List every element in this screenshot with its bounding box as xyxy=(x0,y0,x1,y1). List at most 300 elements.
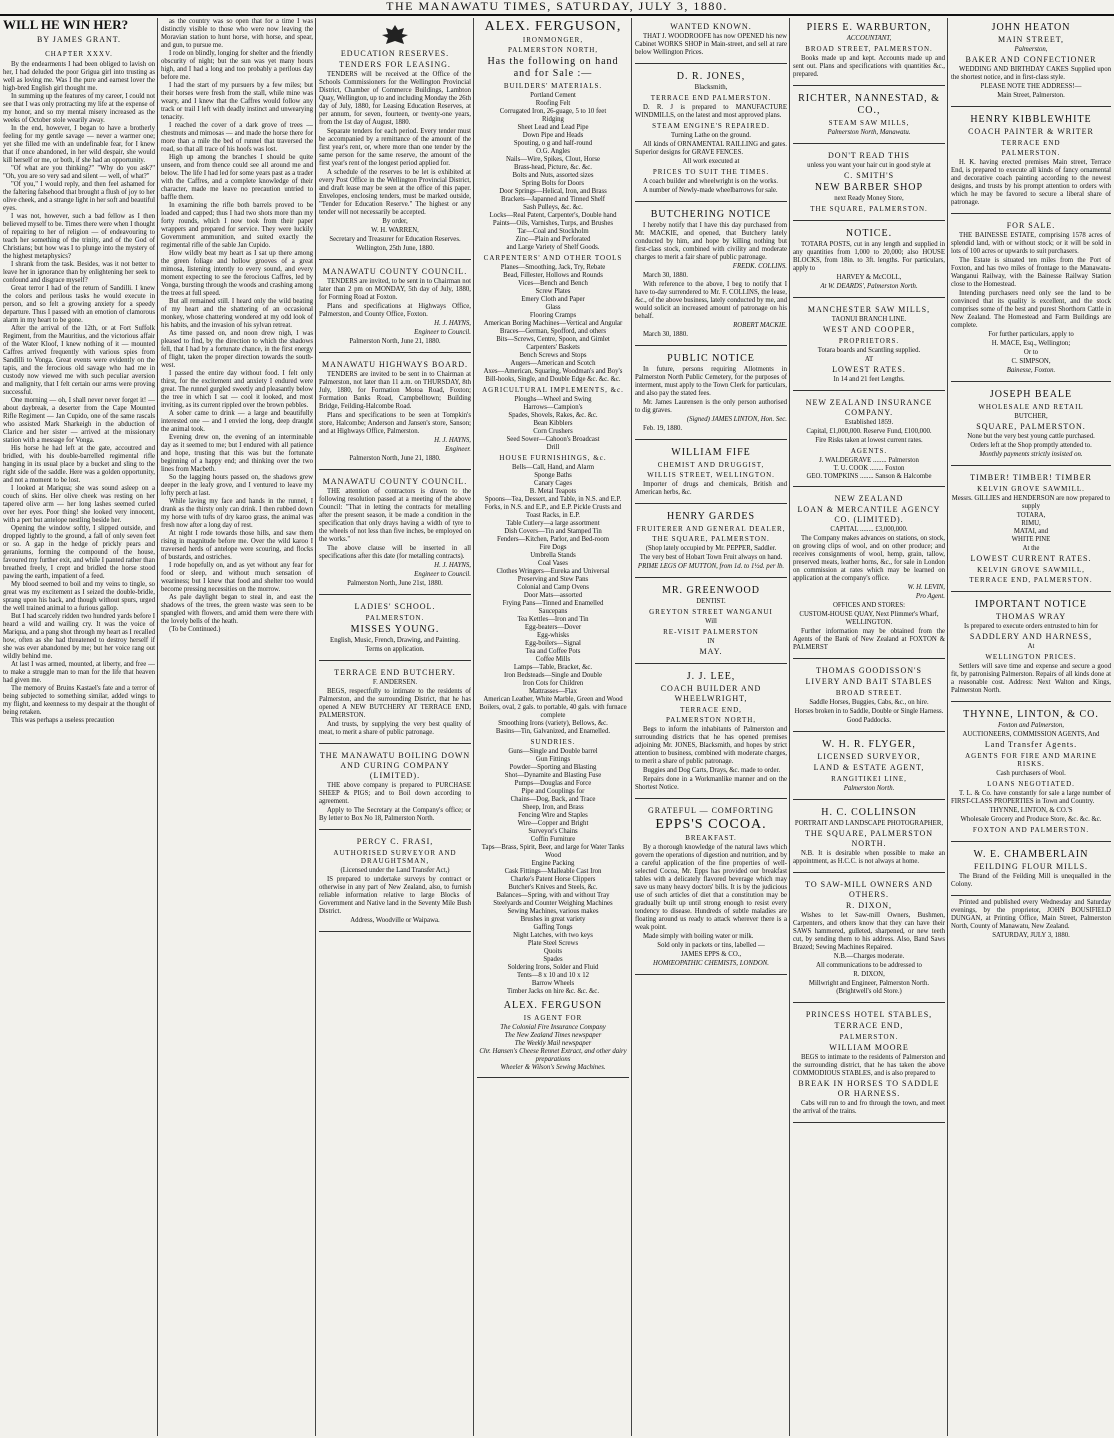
ad-place: next Ready Money Store, xyxy=(834,195,904,202)
list-item: Dish Covers—Tin and Stamped Tin xyxy=(504,528,602,535)
list-item: Fenders—Kitchen, Parlor, and Bed-room xyxy=(496,536,610,543)
story-byline: BY JAMES GRANT. xyxy=(36,35,122,44)
list-item: Paints—Oils, Varnishes, Turps, and Brushes xyxy=(492,220,614,227)
section-items xyxy=(477,92,629,252)
livery-stables-ad xyxy=(793,662,945,732)
list-item: Braces—German, Spofford, and others xyxy=(499,328,607,335)
ad-trade: CHEMIST AND DRUGGIST, xyxy=(657,461,765,469)
list-item: Lamps—Table, Bracket, &c. xyxy=(513,664,593,671)
list-item: Gun Fittings xyxy=(535,756,571,763)
list-item: and Large Variety of Shelf Goods. xyxy=(506,244,600,251)
paragraph: By the endearments I had been obliged to lavish on her, I had deluded the poor Grigua girl into trusting as well as loving me. Was I the pure and earnest lover the high-bred English girl thought me. xyxy=(3,61,155,92)
list-item: Tents—8 x 10 and 10 x 12 xyxy=(516,972,590,979)
ad-body: Books made up and kept. Accounts made up and sent out. Plans and specifications with quantities &c., prepared. xyxy=(793,55,945,78)
manchester-sawmills-ad xyxy=(793,301,945,391)
ad-name: RICHTER, NANNESTAD, & CO., xyxy=(798,93,940,116)
ad-signature: H. J. HAYNS, xyxy=(434,562,471,569)
list-item: Sponge Baths xyxy=(534,472,572,479)
nz-loan-agency-ad xyxy=(793,490,945,659)
ad-body: A coach builder and wheelwright is on the works. xyxy=(643,178,778,185)
ad-address: Address, Woodville or Waipawa. xyxy=(350,917,440,924)
ad-body: Buggies and Dog Carts, Drays, &c. made to order. xyxy=(643,767,781,774)
paragraph: I rode hopefully on, and as yet without any fear for food or sleep, and without much sensation of weariness; but I knew that food and shelter too would become pressing necessities on the morrow. xyxy=(161,562,313,593)
list-item: Zinc—Plain and Perforated xyxy=(515,236,591,243)
list-item: Preserving and Stew Pans xyxy=(517,576,589,583)
ad-body: I hereby notify that I have this day purchased from Mr. MACKIE, and opened, that Butchery lately conducted by him, and hope by killing nothing but first-class stock, combined with civility and moderate charges to merit a fair share of public patronage. xyxy=(635,222,787,261)
ad-name: JOSEPH BEALE xyxy=(989,389,1073,400)
list-item: Bits—Screws, Centre, Spoon, and Gimlet xyxy=(496,336,610,343)
ad-body: IS prepared to undertake surveys by contract or otherwise in any part of New Zealand, also, to furnish reliable information relative to large Blocks of Government and Native land in the Seventy Mile Bush District. xyxy=(319,876,471,915)
list-item: MATAI, and xyxy=(1013,528,1049,535)
ad-place: BROAD STREET, PALMERSTON. xyxy=(805,45,933,53)
list-item: Augers—American and Scotch xyxy=(510,360,596,367)
column-rule xyxy=(473,18,474,1436)
ad-heading: FOR SALE. xyxy=(1006,221,1056,230)
list-item: Corn Crushers xyxy=(533,428,573,435)
ad-heading: TO SAW-MILL OWNERS AND OTHERS. xyxy=(805,880,933,899)
list-item: Fencing Wire and Staples xyxy=(518,812,588,819)
list-item: Barrow Wheels xyxy=(531,980,575,987)
list-item: Egg-boilers—Signal xyxy=(525,640,581,647)
paragraph: How wildly beat my heart as I sat up there among the green foliage and hollow grooves of a great mimosa, listening intently to every sound, and every moment expecting to see the ferocious Caffres, led by Vonga, bursting through the woods and crashing among the trees at full speed. xyxy=(161,250,313,297)
ad-body: TENDERS are invited, to be sent in to Chairman not later than 2 pm on MONDAY, 5th day of July, 1880, for Forming Road at Foxton. xyxy=(319,278,471,301)
list-item: Basins—Tin, Galvanized, and Enamelled. xyxy=(495,728,611,735)
ad-rates: LOWEST RATES. xyxy=(832,365,906,374)
paragraph: I was not, however, such a bad fellow as I then believed myself to be. Times there were when I thought of repairing to her of religion — of endeavouring to teach her something of the trinity, and of the God of Christians; but how was I to plunge into the mystery of the highest metaphysics? xyxy=(3,213,155,260)
paragraph: After the arrival of the 12th, or at Fort Suffolk Regiment, from the Mauritius, and the victorious affair of the Water Kloof, I knew nothing of it — mounted Caffres arrived frequently with various spies from Sandilli to Vonga. Great events were evidently on the tapis, and the ferocious old savage who had me in custody now viewed me with such peculiar aversion and malignity, that I felt certain our arms were proving successful. xyxy=(3,325,155,396)
ad-body: Cash purchasers of Wool. xyxy=(996,770,1066,777)
list-item: Iron Cots for Children xyxy=(522,680,584,687)
paragraph: The memory of Bruins Kastael's fate and a terror of being subjected to something similar, added wings to my flight, and keenness to my despair at the thought of being retaken. xyxy=(3,685,155,716)
fruiterer-ad xyxy=(635,507,787,578)
list-item: Tea and Coffee Pots xyxy=(525,648,581,655)
ad-heading: NEW ZEALAND INSURANCE COMPANY. xyxy=(805,398,933,417)
list-item: Tar—Coal and Stockholm xyxy=(517,228,589,235)
paragraph: As time passed on, and noon drew nigh, I was pleased to find, by the direction to which the shadows fell, that I had by a fortunate chance, in the first energy of flight, taken the proper direction towards the south-west. xyxy=(161,330,313,369)
ad-body: All work executed at xyxy=(682,158,740,165)
section-heading: AGRICULTURAL IMPLEMENTS, &c. xyxy=(482,386,624,394)
section-heading: CARPENTERS' AND OTHER TOOLS xyxy=(483,254,623,262)
ferguson-header: ALEX. FERGUSON, xyxy=(484,19,622,34)
ad-body: TENDERS are invited to be sent in to Chairman at Palmerston, not later than 11 a.m. on THURSDAY, 8th July, 1880, for Formation Motoa Road, Foxton; Formation Banks Road, Campbelltown; Building Bridge, Feilding-Halcombe Road. xyxy=(319,371,471,410)
ferguson-trade: IRONMONGER, xyxy=(522,36,584,44)
list-item: Egg-whisks xyxy=(536,632,570,639)
ad-body: And trusts, by supplying the very best quality of meat, to merit a share of public patronage. xyxy=(319,721,471,736)
ad-trade: DENTIST. xyxy=(696,598,726,605)
ad-heading: LADIES' SCHOOL. xyxy=(354,602,436,611)
for-sale-ad xyxy=(951,217,1111,382)
list-item: Bead, Fillester, Hollows and Rounds xyxy=(503,272,603,279)
list-item: Bells—Call, Hand, and Alarm xyxy=(511,464,595,471)
ad-heading: ALEX. FERGUSON xyxy=(503,1000,603,1011)
ad-heading: LOAN & MERCANTILE AGENCY CO. (LIMITED). xyxy=(797,505,941,524)
paragraph: I looked at Mariqua; she was sound asleep on a couch of skins. Her olive cheek was resting on her tapered olive arm — her long lashes seemed curled over her eyes. Poor thing! she looked very innocent, with a pert but antelope nestling beside her. xyxy=(3,485,155,524)
column-4 xyxy=(477,18,629,1436)
ad-signature: (Signed) JAMES LINTON, Hon. Sec. xyxy=(686,416,787,423)
timber-list xyxy=(951,512,1111,544)
ad-body: Plans and specifications at Highways Office, Palmerston, and County Office, Foxton. xyxy=(319,303,471,318)
list-item: Surveyor's Chains xyxy=(528,828,578,835)
ad-heading: GRATEFUL — COMFORTING xyxy=(647,806,774,815)
paragraph: At night I rode towards those hills, and saw them rising in magnitude before me. Over the wild karoo I traversed herds of antelope were scouring, and flocks of bustards, and ostriches. xyxy=(161,530,313,561)
ad-place: Foxton and Palmerston, xyxy=(998,722,1064,729)
ad-body: THE attention of contractors is drawn to the following resolution passed at a meeting of the above Council: "That in letting the contracts for metalling after the present season, it be made a condition in the specification that only drays having a width of tyre to the wheels of not less than five inches, be employed on the works." xyxy=(319,488,471,543)
ad-place: CUSTOM-HOUSE QUAY, Next Plimmer's Wharf, WELLINGTON. xyxy=(799,611,939,626)
paragraph: My blood seemed to boil and my veins to tingle, so great was my excitement as I seized the double-bridle, sprang upon his back, and though without spurs, urged the well trained animal to a furious gallop. xyxy=(3,581,155,612)
accountant-ad xyxy=(793,18,945,86)
list-item: TOTARA, xyxy=(1016,512,1046,519)
ad-body: T. L. & Co. have constantly for sale a large number of FIRST-CLASS PROPERTIES in Town and Country. xyxy=(951,790,1111,805)
list-item: Shot—Dynamite and Blasting Fuse xyxy=(504,772,602,779)
imprint xyxy=(951,899,1111,940)
ad-trade: AUCTIONEERS, COMMISSION AGENTS, And xyxy=(962,731,1100,738)
ad-name: WILLIAM FIFE xyxy=(671,447,751,458)
paragraph: "Of what are you thinking?" "Why do you ask?" "Oh, you are so very sad and silent — well, of what?" xyxy=(3,165,155,180)
column-5 xyxy=(635,18,787,1436)
list-item: Brackets—Japanned and Tinned Shelf xyxy=(500,196,605,203)
list-item: Planes—Smoothing, Jack, Try, Rebate xyxy=(500,264,606,271)
list-item: Table Cutlery—a large assortment xyxy=(506,520,600,527)
ad-place: RANGITIKEI LINE, xyxy=(831,775,907,783)
ad-title: AUTHORISED SURVEYOR AND DRAUGHTSMAN, xyxy=(333,849,457,865)
ad-trade: LAND & ESTATE AGENT, xyxy=(813,763,925,772)
list-item: O.G. Angles xyxy=(536,148,570,155)
section-heading: BUILDERS' MATERIALS. xyxy=(503,82,603,90)
ad-body: Plans and specifications to be seen at Tompkin's store, Halcombe; Anderson and Jansen's store, Sanson; and at Highways Office, Palmerston. xyxy=(319,412,471,435)
coachbuilder-ad xyxy=(635,667,787,799)
paragraph: Great terror I had of the return of Sandilli. I knew the colors and perilous tasks he would execute in person, and so felt a growing anxiety for a speedy departure. Thus I passed with an emotion of clamorous alarm in my heart to be gone. xyxy=(3,285,155,324)
list-item: Axes—American, Squaring, Woodman's and Boy's xyxy=(483,368,623,375)
section-heading: HOUSE FURNISHINGS, &c. xyxy=(499,454,607,462)
list-item: Emery Cloth and Paper xyxy=(521,296,585,303)
ad-name: PIERS E. WARBURTON, xyxy=(806,22,932,33)
list-item: Egg-beaters—Dover xyxy=(524,624,582,631)
ad-place: Palmerston, xyxy=(1014,46,1048,53)
ad-trade: COACH PAINTER & WRITER xyxy=(968,127,1094,136)
ad-mill: KELVIN GROVE SAWMILL, xyxy=(977,566,1085,574)
ad-body: BEGS, respectfully to intimate to the residents of Palmerston, and the surrounding District, that he has opened A NEW BUTCHERY AT TERRACE END, PALMERSTON. xyxy=(319,688,471,719)
list-item: Coal Vases xyxy=(538,560,568,567)
ad-trade: PORTRAIT AND LANDSCAPE PHOTOGRAPHER, xyxy=(794,820,944,827)
ad-heading: NEW ZEALAND xyxy=(834,494,904,503)
ad-body: Repairs done in a Workmanlike manner and on the Shortest Notice. xyxy=(635,776,787,791)
list-item: Guns—Single and Double barrel xyxy=(508,748,598,755)
ad-at: At the xyxy=(1022,545,1040,552)
saddlery-ad xyxy=(951,595,1111,702)
ad-place: FOXTON AND PALMERSTON. xyxy=(972,826,1090,834)
list-item: Coffin Furniture xyxy=(530,836,576,843)
sawmills-ad xyxy=(793,89,945,144)
cocoa-ad xyxy=(635,802,787,975)
ad-signature: W. H. WARREN, xyxy=(371,227,419,234)
list-item: Door Springs—Helical, Iron, and Brass xyxy=(499,188,607,195)
list-item: Bill-hooks, Single, and Double Edge &c. &c. &c. xyxy=(485,376,621,383)
ad-title: Pro Agent. xyxy=(915,593,945,600)
ad-sub: STEAM ENGINE'S REPAIRED. xyxy=(652,122,770,130)
list-item: Wheeler & Wilson's Sewing Machines. xyxy=(500,1064,606,1071)
list-item: Forks, in N.S. and E.P., and E.P. Pickle Crusts and Toast Racks, in E.P. xyxy=(484,504,622,519)
butchering-notice xyxy=(635,205,787,346)
list-item: RIMU, xyxy=(1021,520,1041,527)
list-item: Spades, Shovels, Rakes, &c. &c. xyxy=(508,412,598,419)
list-item: Taps—Brass, Spirit, Beer, and large for Water Tanks xyxy=(481,844,625,851)
ad-name: THOMAS WRAY xyxy=(995,612,1067,621)
ad-heading: TERRACE END, xyxy=(834,1021,904,1030)
ad-name: THOMAS GOODISSON'S xyxy=(816,666,922,675)
county-council-notice xyxy=(319,473,471,595)
list-item: Seed Sower—Cahoon's Broadcast xyxy=(506,436,600,443)
paragraph: In summing up the features of my career, I could not see that I was only protracting my life at the expense of my honor, and so my mental misery increased as the weeks of October stole wearily away. xyxy=(3,93,155,124)
ad-name: R. DIXON, xyxy=(845,901,893,910)
ad-est: Established 1859. xyxy=(844,419,894,426)
ad-will: Will xyxy=(705,618,717,625)
ad-mill: KELVIN GROVE SAWMILL. xyxy=(977,485,1085,493)
ad-name: THYNNE, LINTON, & CO. xyxy=(963,709,1099,720)
list-item: Door Mats—assorted xyxy=(523,592,583,599)
ad-place: THE SQUARE, PALMERSTON NORTH. xyxy=(804,829,933,848)
ad-trade: BUTCHER, xyxy=(1014,413,1048,420)
ad-body: Turning Lathe on the ground. xyxy=(671,132,751,139)
list-item: American Boring Machines—Vertical and Angular xyxy=(483,320,623,327)
list-item: Spouting, o g and half-round xyxy=(513,140,593,147)
ad-body: Made simply with boiling water or milk. xyxy=(643,933,754,940)
list-item: Smoothing Irons (variety), Bellows, &c. xyxy=(498,720,608,727)
ferguson-intro: Has the following on hand and for Sale :— xyxy=(487,56,619,79)
ad-place: TERRACE END xyxy=(1001,139,1061,147)
ad-revisit: RE-VISIT PALMERSTON xyxy=(663,628,759,636)
ad-body: Apply to The Secretary at the Company's office; or By letter to Box No 18, Palmerston North. xyxy=(319,807,471,822)
list-item: The Weekly Mail newspaper xyxy=(514,1040,592,1047)
ad-place: PALMERSTON. xyxy=(365,614,425,622)
ad-name: W. H. R. FLYGER, xyxy=(822,739,916,750)
ad-trade: FEILDING FLOUR MILLS. xyxy=(973,862,1089,871)
imprint-date: SATURDAY, JULY 3, 1880. xyxy=(992,932,1070,939)
ad-place: BROAD STREET. xyxy=(835,689,903,697)
list-item: Night Latches, with two keys xyxy=(513,932,593,939)
list-item: Plate Steel Screws xyxy=(527,940,579,947)
ad-title: Secretary and Treasurer for Education Reserves. xyxy=(329,236,461,243)
list-item: Sash Pulleys, &c. &c. xyxy=(523,204,583,211)
section-heading: SUNDRIES. xyxy=(530,738,576,746)
ad-heading: MANAWATU COUNTY COUNCIL. xyxy=(322,477,468,486)
ad-body: Wishes to let Saw-mill Owners, Bushmen, Carpenters, and others know that they can have their SAWS hammered, gulleted, sharpened, or new teeth cut, by sending them to his address. Also, Band Saws Brazed; Sewing Machines Repaired. xyxy=(793,912,945,951)
list-item: Wood xyxy=(544,852,562,859)
paragraph: Evening drew on, the evening of an interminable day as it seemed to me; but I endured with all patience and hope, trusting that this was but the fortunate beginning of a happy end; and thinking over the two lines from Macbeth. xyxy=(161,434,313,473)
ad-heading: PRINCESS HOTEL STABLES, xyxy=(805,1010,933,1019)
list-item: Fire Dogs xyxy=(539,544,567,551)
ad-place: Palmerston North, Manawatu. xyxy=(827,129,911,136)
list-item: Canary Cages xyxy=(534,480,572,487)
ad-body: Totara boards and Scantling supplied. xyxy=(817,347,921,354)
list-item: Timber Jacks on hire &c. &c. &c. xyxy=(506,988,600,995)
ad-at: AT xyxy=(864,356,874,363)
timber-ad xyxy=(951,469,1111,592)
baker-ad xyxy=(951,18,1111,107)
masthead: THE MANAWATU TIMES, SATURDAY, JULY 3, 1880. xyxy=(0,0,1114,16)
list-item: Locks—Real Patent, Carpenter's, Double hand xyxy=(489,212,617,219)
ad-heading: BUTCHERING NOTICE xyxy=(650,209,772,220)
list-item: Spring Bolts for Doors xyxy=(521,180,585,187)
section-items xyxy=(477,264,629,384)
ad-prices: WELLINGTON PRICES. xyxy=(985,653,1077,661)
ad-terms: Terms on application. xyxy=(365,646,425,653)
ad-heading: MANAWATU HIGHWAYS BOARD. xyxy=(322,360,468,369)
column-1 xyxy=(3,18,155,1436)
ad-date: Palmerston North, June 21st, 1880. xyxy=(347,580,443,587)
list-item: Soldering Irons, Solder and Fluid xyxy=(507,964,599,971)
ad-heading: PUBLIC NOTICE xyxy=(667,353,755,364)
coach-painter-ad xyxy=(951,110,1111,214)
list-item: Glass xyxy=(545,304,561,311)
list-item: Mattrasses—Flax xyxy=(529,688,577,695)
list-item: Sheet Lead and Lead Pipe xyxy=(517,124,589,131)
list-item: Chains—Dog, Back, and Trace xyxy=(510,796,596,803)
paragraph: One morning — oh, I shall never never forget it! — about daybreak, a deserter from the Cape Mounted Rifle Regiment — Jan Cupido, one of the same rascals who assisted Mark Sharkeigh in the abduction of Clarice and her sister — arrived at the missionary station with a message for Vonga. xyxy=(3,397,155,444)
ad-rates: LOWEST CURRENT RATES. xyxy=(970,554,1092,563)
ad-name: MR. GREENWOOD xyxy=(662,585,760,596)
ad-sub: BREAKFAST. xyxy=(685,834,737,842)
totara-notice xyxy=(793,224,945,298)
blacksmith-ad xyxy=(635,67,787,202)
ad-body: All communications to be addressed to xyxy=(816,962,922,969)
list-item: Harrows—Campion's xyxy=(523,404,583,411)
paragraph: As pale daylight began to steal in, and east the shadows of the trees, the green waste was seen to be spangled with flowers, and amid them were there with the lovely bells of the heath. xyxy=(161,594,313,625)
ad-place: THE SQUARE, PALMERSTON. xyxy=(652,535,770,543)
list-item: Quoits xyxy=(543,948,563,955)
list-item: Balances—Spring, with and without Tray xyxy=(496,892,610,899)
ad-body: The above clause will be inserted in all specifications after this date (for metalling contracts). xyxy=(319,545,471,560)
ad-body: Saddle Horses, Buggies, Cabs, &c., on hire. xyxy=(809,699,929,706)
ad-name: C. SIMPSON, xyxy=(1011,358,1051,365)
ad-date: Palmerston North, June 21, 1880. xyxy=(349,338,441,345)
ad-trade: BAKER AND CONFECTIONER xyxy=(965,55,1097,64)
chemist-ad xyxy=(635,443,787,504)
ad-place: GREYTON STREET WANGANUI xyxy=(649,608,773,616)
list-item: Roofing Felt xyxy=(535,100,571,107)
ad-body: Cabs will run to and fro through the town, and meet the arrival of the trains. xyxy=(793,1100,945,1115)
ad-place: Palmerston North. xyxy=(843,785,895,792)
paragraph: Opening the window softly, I slipped outside, and dropped lightly to the ground, a fall of only seven feet or so. A gap in the hedge of prickly pears and geraniums, forming the compound of the house, favoured my further exit, and while I panted rather than breathed freely, I crept and bridled the horse stood pawing the earth, impatient of a feed. xyxy=(3,525,155,580)
ad-body: Importer of drugs and chemicals, British and American herbs, &c. xyxy=(635,481,787,496)
list-item: Gaffing Tongs xyxy=(533,924,573,931)
list-item: Bench Screws and Stops xyxy=(519,352,587,359)
list-item: Colonial and Camp Ovens xyxy=(517,584,589,591)
ad-heading: MANAWATU COUNTY COUNCIL. xyxy=(322,267,468,276)
ad-body: English, Music, French, Drawing, and Painting. xyxy=(330,637,460,644)
paragraph: I shrank from the task. Besides, was it not better to leave her in ignorance than by enlightening her seek to confound and disgrace myself? xyxy=(3,261,155,284)
ad-heading: DON'T READ THIS xyxy=(828,151,910,160)
education-reserves-ad xyxy=(319,18,471,260)
ad-or: Or to xyxy=(1023,349,1039,356)
surveyor-flyger-ad xyxy=(793,735,945,800)
ad-title: Engineer to Council. xyxy=(414,571,471,578)
list-item: Spoons—Tea, Dessert, and Table, in N.S. and E.P. xyxy=(484,496,622,503)
ad-body: The Company makes advances on stations, on stock, on growing clips of wool, and on other produce; and receives consignments of wool, hemp, grain, tallow, preserved meats, leather horns, &c., for sale in London on commission at rates which may be learned on application at the company's office. xyxy=(793,535,945,582)
column-rule xyxy=(789,18,790,1436)
ad-body: THAT J. WOODROOFE has now OPENED his new Cabinet WORKS SHOP in Main-street, and sell at rare below Wellington Prices. xyxy=(635,33,787,56)
ad-trade: STEAM SAW MILLS, xyxy=(828,119,910,127)
paragraph: I rode on blindly, longing for shelter and the friendly obscurity of night; but the sun was yet many hours high, and I had a long and too probably a perilous day before me. xyxy=(161,50,313,81)
column-rule xyxy=(315,18,316,1436)
ad-date: Wellington, 25th June, 1880. xyxy=(355,245,435,252)
ad-body: BEGS to intimate to the residents of Palmerston and the surrounding district, that he has taken the above COMMODIOUS STABLES, and is also prepared to xyxy=(793,1054,945,1077)
list-item: WHITE PINE xyxy=(1011,536,1051,543)
ad-trade: Land Transfer Agents. xyxy=(984,740,1078,749)
ad-signature: H. J. HAYNS, xyxy=(434,320,471,327)
list-item: Chr. Hansen's Cheese Rennet Extract, and other dairy preparations xyxy=(479,1048,627,1063)
ad-name: MISSES YOUNG. xyxy=(350,624,440,635)
ad-body: Further information may be obtained from the Agents of the Bank of New Zealand at FOXTON & PALMERST xyxy=(793,628,945,651)
list-item: Portland Cement xyxy=(530,92,576,99)
ad-signature: H. J. HAYNS, xyxy=(434,437,471,444)
list-item: Spades xyxy=(543,956,563,963)
ad-place: TERRACE END, PALMERSTON. xyxy=(969,576,1093,584)
column-2 xyxy=(161,18,313,1436)
ad-name: WEST AND COOPER, xyxy=(822,325,916,334)
list-item: Brushes in great variety xyxy=(520,916,586,923)
list-item: J. WALDEGRAVE ........ Palmerston xyxy=(819,457,919,464)
list-item: Sheep, Iron, and Brass xyxy=(522,804,584,811)
royal-crest-icon xyxy=(378,23,412,47)
highways-board-ad xyxy=(319,356,471,470)
paragraph: His horse he had left at the gate, accoutred and bridled, with his double-barrelled regimental rifle hanging in its usual place by a bucket and sling to the right side of the saddle. Here was a golden opportunity, and not a moment to be lost. xyxy=(3,445,155,484)
ad-body: Monthly payments strictly insisted on. xyxy=(979,451,1083,458)
list-item: Cask Fittings—Malleable Cast Iron xyxy=(504,868,602,875)
story-continued xyxy=(161,18,313,634)
list-item: Vices—Bench and Bench xyxy=(518,280,588,287)
ad-agents: AGENTS FOR FIRE AND MARINE RISKS. xyxy=(965,752,1097,768)
ad-in: IN xyxy=(707,638,715,645)
paragraph: In examining the rifle both barrels proved to be loaded and capped; thus I had two shots more than my forty rounds, which I now took from their paper wrappers and prepared for service. They were luckily Government ammunition, and suited exactly the regimental rifle of the sable Jan Cupido. xyxy=(161,202,313,249)
public-notice xyxy=(635,349,787,440)
ad-title: HOMŒOPATHIC CHEMISTS, LONDON. xyxy=(653,960,769,967)
list-item: Screw Plates xyxy=(535,288,571,295)
list-item: Sewing Machines, various makes xyxy=(507,908,599,915)
ad-date: March 30, 1880. xyxy=(643,331,688,338)
ad-body: THE above company is prepared to PURCHASE SHEEP & PIGS; and to Boil down according to agreement. xyxy=(319,782,471,805)
ad-heading: LIVERY AND BAIT STABLES xyxy=(805,677,933,686)
ad-place: SQUARE, PALMERSTON. xyxy=(976,422,1086,431)
ad-name: W. H. LEVIN, xyxy=(907,584,945,591)
ad-capital: CAPITAL ........ £3,000,000. xyxy=(830,526,908,533)
list-item: Wire—Copper and Bright xyxy=(517,820,589,827)
ladies-school-ad xyxy=(319,598,471,661)
ad-sub: TAONUI BRANCH LINE. xyxy=(831,316,907,323)
story-body xyxy=(3,61,155,725)
ad-body: D. R. J is prepared to MANUFACTURE WINDMILLS, on the latest and most approved plans. xyxy=(635,104,787,119)
list-item: T. U. COOK ........ Foxton xyxy=(833,465,905,472)
ad-body: TOTARA POSTS, cut in any length and supplied in any quantities from 1,000 to 20,000; also HOUSE BLOCKS, from 18in. to 3ft. lengths. For particulars, apply to xyxy=(793,241,945,272)
column-3 xyxy=(319,18,471,1436)
ad-body: None but the very best young cattle purchased. xyxy=(967,433,1095,440)
list-item: Ridging xyxy=(542,116,564,123)
ad-offices: OFFICES AND STORES: xyxy=(832,602,906,609)
paragraph: as the country was so open that for a time I was distinctly visible to those who were now leaving the Moravian station to hunt horse, with horse, and spear, and gun, to pursue me. xyxy=(161,18,313,49)
list-item: The Colonial Fire Insurance Company xyxy=(500,1024,606,1031)
ad-order: By order, xyxy=(382,218,408,225)
ad-body: Settlers will save time and expense and secure a good fit, by patronising Palmerston. Repairs of all kinds done at a reasonable cost. Address: Next Walton and Kings, Palmerston North. xyxy=(951,663,1111,694)
ad-goods: SADDLERY AND HARNESS, xyxy=(969,632,1093,641)
agent-list xyxy=(477,1024,629,1072)
ad-body: With reference to the above, I beg to notify that I have to-day surrendered to Mr. F. COLLINS, the lease, &c., of the above business, lately conducted by me, and would solicit an increased amount of patronage on his behalf. xyxy=(635,281,787,320)
ad-place: MAIN STREET, xyxy=(997,35,1065,44)
ad-sub: (Licensed under the Land Transfer Act,) xyxy=(340,867,450,874)
list-item: American Leather, White Marble, Green and Wood xyxy=(483,696,623,703)
ad-body: Separate tenders for each period. Every tender must be accompanied by a remittance of the amount of the first year's rent, or, where more than one tender by the same person for the same reserve, the amount of the first year's rent of the longest period applied for. xyxy=(319,128,471,167)
list-item: Saucepans xyxy=(538,608,568,615)
ad-trade: Blacksmith, xyxy=(694,84,728,91)
paragraph: "Of you," I would reply, and then feel ashamed for the faltering falsehood that brought a flush of joy to her olive cheek, and a strange light in her soft and beautiful eyes. xyxy=(3,181,155,212)
